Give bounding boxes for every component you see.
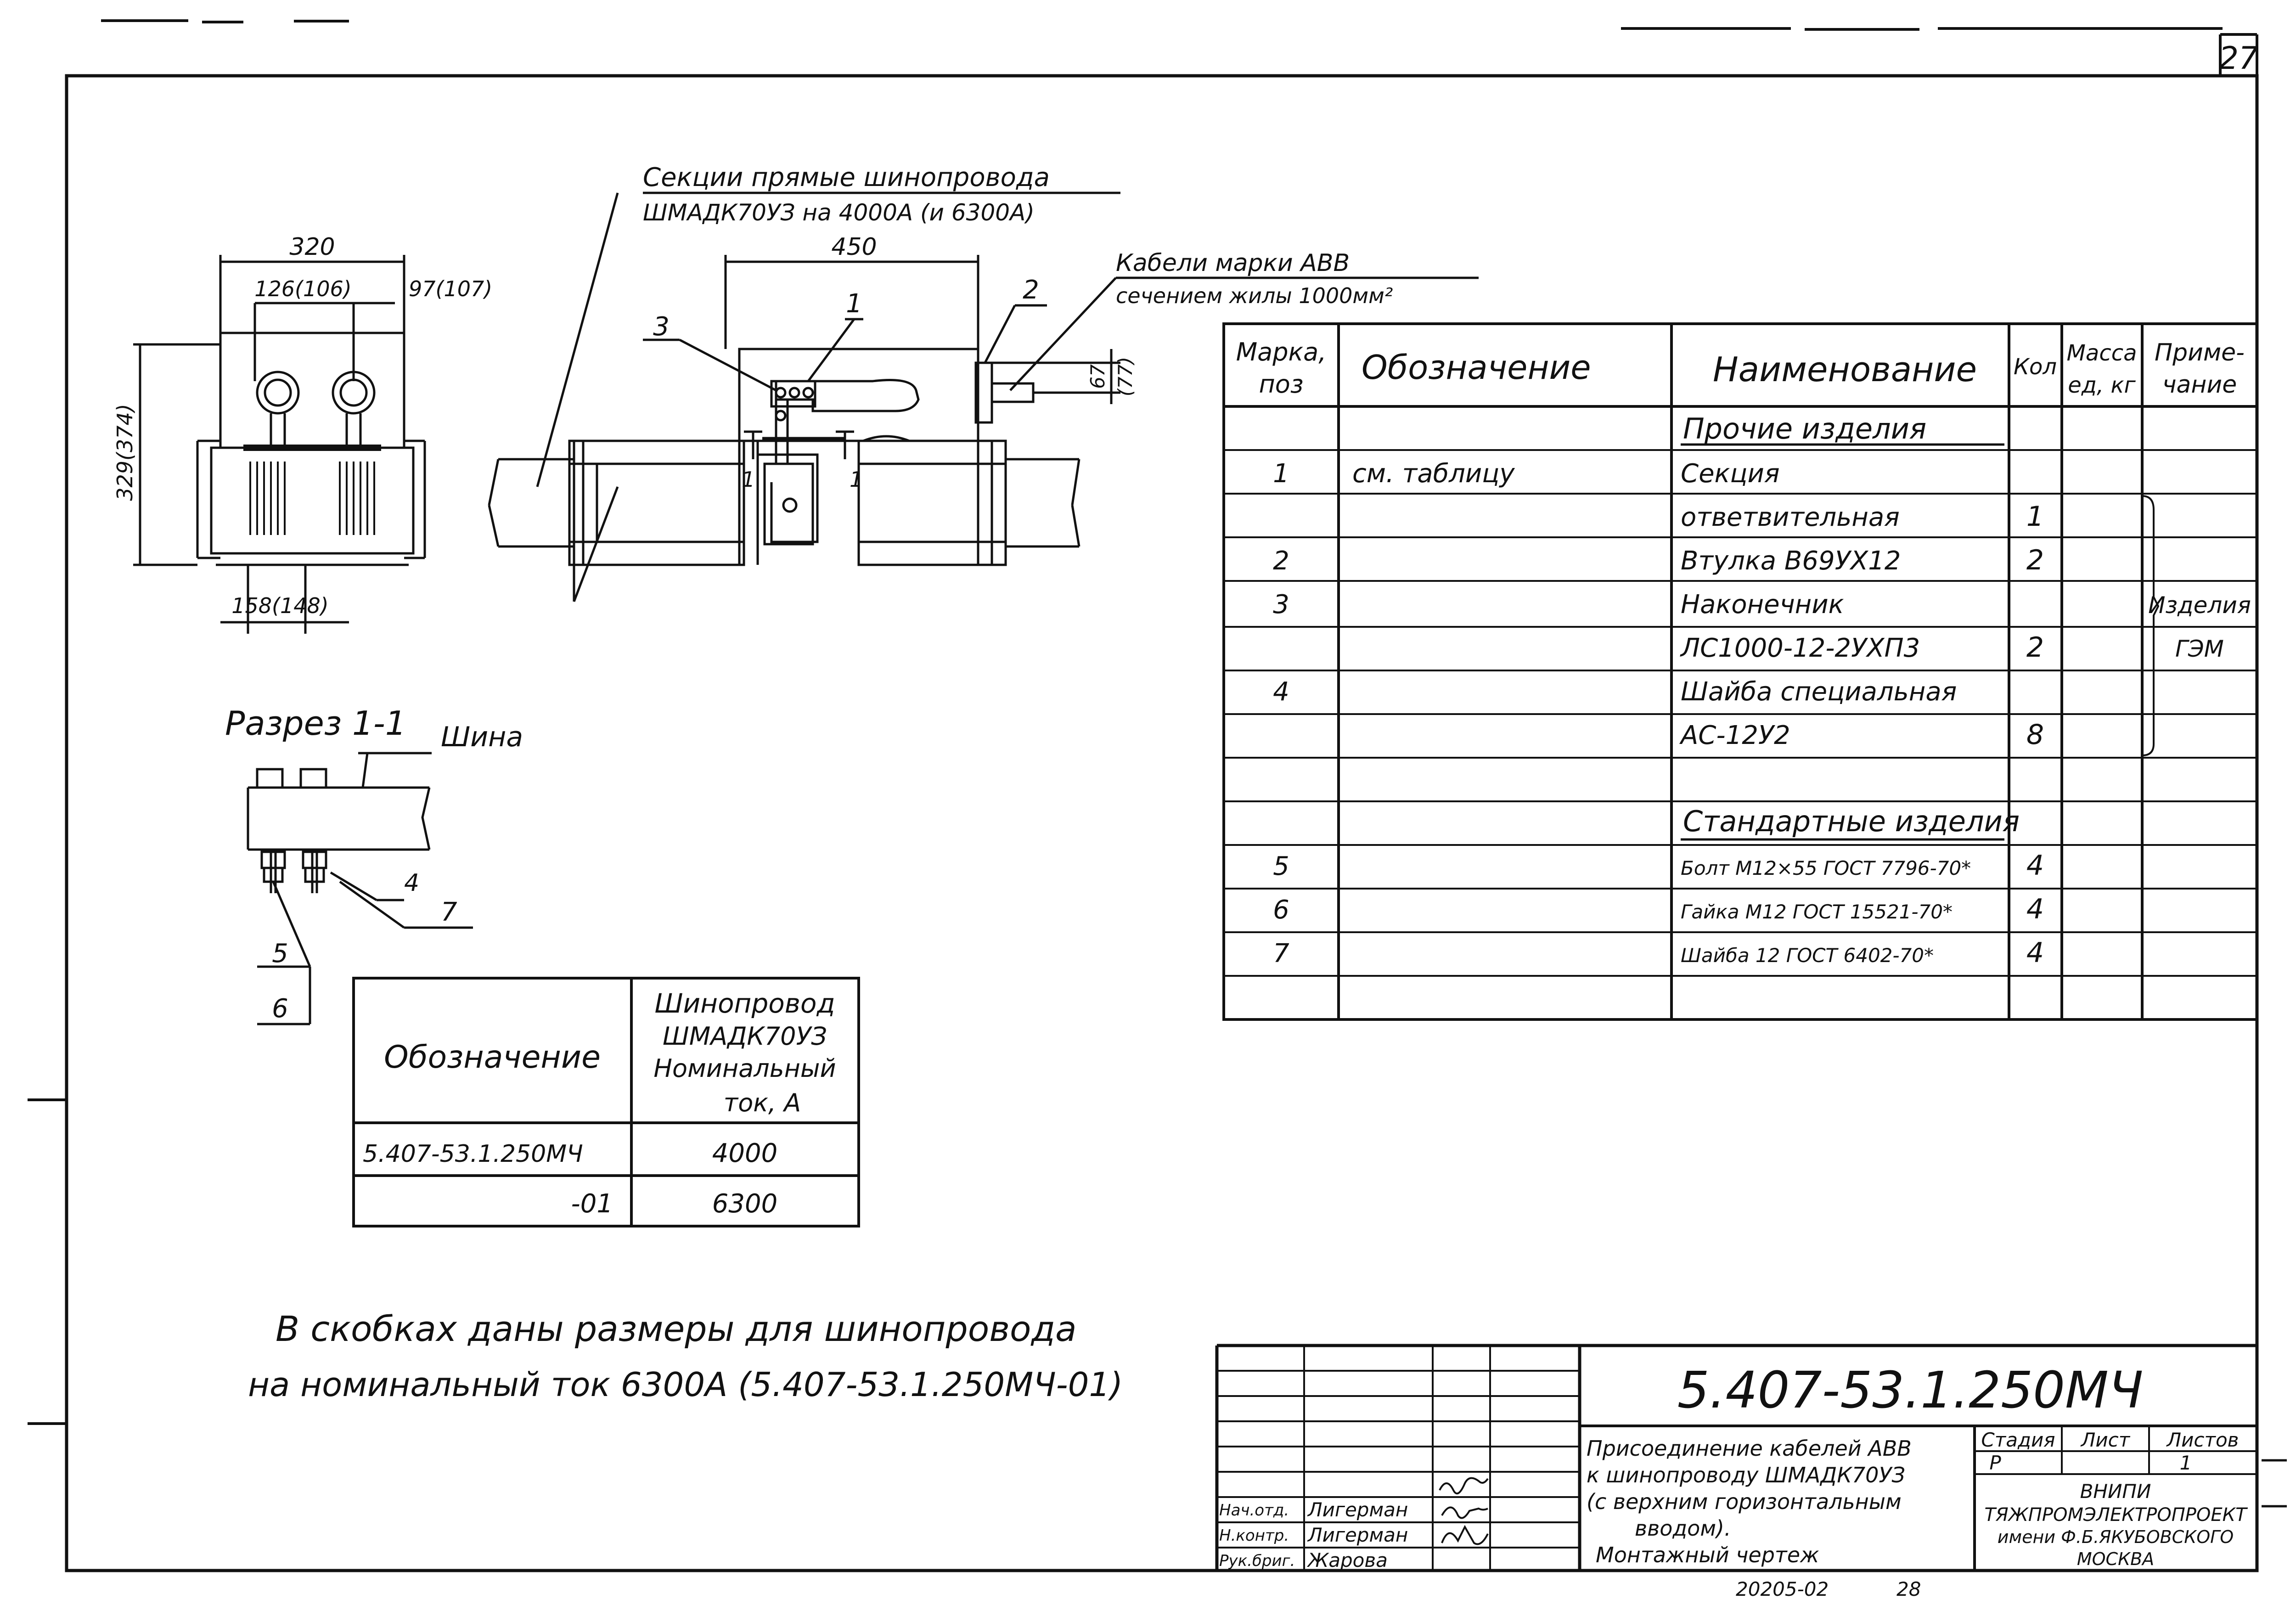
hdr-qty: Кол (2013, 354, 2057, 380)
bottom-page: 28 (1896, 1578, 1921, 1600)
page-number: 27 (2218, 40, 2259, 77)
note-line2: на номинальный ток 6300А (5.407-53.1.250МЧ-01) (248, 1365, 1123, 1404)
spec-pos: 1 (1273, 459, 1289, 489)
org-line: имени Ф.Б.ЯКУБОВСКОГО (1997, 1527, 2234, 1547)
spec-name: Втулка В69УХ12 (1681, 546, 1901, 576)
hdr-note-line1: Приме- (2155, 339, 2245, 366)
spec-name: Гайка М12 ГОСТ 15521-70* (1681, 901, 1953, 923)
spec-name: Шайба специальная (1681, 677, 1957, 707)
pos-1-callout: 1 (846, 289, 862, 319)
spec-pos: 4 (1273, 677, 1289, 707)
hdr-note-line2: чание (2162, 371, 2237, 399)
spec-name: Шайба 12 ГОСТ 6402-70* (1681, 944, 1934, 967)
spec-pos: 3 (1273, 590, 1289, 619)
dim-inner-right: 97(107) (409, 276, 493, 301)
spec-qty: 2 (2026, 631, 2044, 664)
signatures (1440, 1478, 1488, 1544)
hdr-mark-line1: Марка, (1236, 338, 1327, 366)
variants-row-current: 4000 (712, 1138, 778, 1168)
spec-qty: 4 (2026, 850, 2044, 882)
bottom-code: 20205-02 (1736, 1578, 1829, 1600)
label-bus: Шина (441, 721, 523, 753)
variants-header-designation: Обозначение (384, 1039, 601, 1075)
label-cables-line1: Кабели марки АВВ (1116, 249, 1350, 277)
section-title: Разрез 1-1 (225, 704, 406, 743)
spec-pos: 6 (1273, 895, 1289, 925)
pos-4-callout: 4 (404, 869, 420, 897)
spec-name: Стандартные изделия (1683, 805, 2020, 838)
spec-pos: 7 (1273, 939, 1289, 968)
spec-pos: 5 (1273, 851, 1289, 881)
variants-row-designation: 5.407-53.1.250МЧ (363, 1140, 583, 1168)
title-line: Монтажный чертеж (1596, 1543, 1819, 1567)
sheet-label: Лист (2081, 1429, 2130, 1451)
pos-7-callout: 7 (441, 897, 457, 927)
org-line: ВНИПИ (2080, 1480, 2151, 1503)
variants-row-current: 6300 (712, 1189, 778, 1219)
variants-header-line2: ШМАДК70УЗ (662, 1022, 827, 1051)
end-view (133, 255, 425, 634)
spec-note: ГЭМ (2175, 636, 2224, 662)
signer-role: Рук.бриг. (1219, 1552, 1295, 1570)
spec-pos: 2 (1273, 546, 1289, 576)
stage-label: Стадия (1981, 1429, 2055, 1451)
title-line: (с верхним горизонтальным (1587, 1489, 1902, 1514)
label-cables-line2: сечением жилы 1000мм² (1116, 283, 1393, 308)
signer-name: Лигерман (1308, 1524, 1408, 1546)
spec-name: АС-12У2 (1681, 721, 1790, 750)
sheets-value: 1 (2179, 1452, 2192, 1474)
variants-row-designation: -01 (571, 1189, 613, 1219)
variants-header-line4: ток, А (723, 1088, 801, 1117)
spec-table-rows (1273, 412, 2251, 969)
note-line1: В скобках даны размеры для шинопровода (276, 1308, 1077, 1349)
pos-2-callout: 2 (1023, 275, 1039, 305)
dim-height: 329(374) (113, 404, 137, 501)
signer-role: Н.контр. (1219, 1526, 1289, 1545)
signer-name: Лигерман (1308, 1498, 1408, 1521)
label-sections-line1: Секции прямые шинопровода (643, 163, 1050, 192)
signer-role: Нач.отд. (1219, 1501, 1289, 1520)
section-view (248, 753, 473, 1024)
variants-header-line1: Шинопровод (654, 988, 835, 1019)
spec-name: Болт М12×55 ГОСТ 7796-70* (1681, 857, 1971, 879)
spec-name: ответвительная (1681, 502, 1900, 532)
hdr-mark-line2: поз (1259, 370, 1304, 399)
spec-qty: 1 (2026, 501, 2044, 533)
spec-qty: 8 (2026, 719, 2044, 751)
title-line: к шинопроводу ШМАДК70УЗ (1587, 1463, 1905, 1487)
title-line: Присоединение кабелей АВВ (1587, 1436, 1912, 1461)
dim-bottom: 158(148) (231, 593, 329, 618)
hdr-name: Наименование (1713, 350, 1977, 389)
spec-qty: 4 (2026, 937, 2044, 969)
spec-name: ЛС1000-12-2УХП3 (1681, 633, 1920, 663)
org-line: ТЯЖПРОМЭЛЕКТРОПРОЕКТ (1984, 1504, 2247, 1526)
stage-value: Р (1989, 1452, 2001, 1474)
label-sections-line2: ШМАДК70УЗ на 4000А (и 6300А) (643, 199, 1035, 226)
hdr-designation: Обозначение (1362, 348, 1591, 387)
cut-mark-right: 1 (850, 467, 863, 492)
org-line: МОСКВА (2077, 1549, 2155, 1569)
dim-right: 67 (1086, 364, 1109, 389)
signer-name: Жарова (1308, 1549, 1388, 1571)
spec-name: Наконечник (1681, 590, 1844, 619)
dim-width: 320 (289, 233, 335, 261)
cut-mark-left: 1 (742, 467, 755, 492)
hdr-mass-line1: Масса (2066, 340, 2137, 366)
spec-qty: 4 (2026, 893, 2044, 925)
spec-table-header (1236, 338, 2245, 399)
spec-designation: см. таблицу (1352, 459, 1515, 489)
spec-qty: 2 (2026, 544, 2044, 576)
dim-inner-left: 126(106) (254, 276, 352, 301)
spec-note: Изделия (2148, 592, 2251, 619)
hdr-mass-line2: ед, кг (2068, 372, 2136, 398)
doc-number: 5.407-53.1.250МЧ (1677, 1361, 2144, 1419)
dim-length: 450 (831, 233, 877, 261)
title-line: вводом). (1635, 1516, 1731, 1541)
variants-header-line3: Номинальный (653, 1054, 836, 1083)
spec-name: Прочие изделия (1683, 412, 1927, 445)
pos-3-callout: 3 (653, 312, 670, 342)
spec-name: Секция (1681, 459, 1780, 489)
top-edge-marks (101, 21, 2223, 29)
sheets-label: Листов (2167, 1429, 2239, 1451)
dim-right-alt: (77) (1114, 356, 1137, 397)
pos-6-callout: 6 (272, 994, 288, 1024)
pos-5-callout: 5 (272, 939, 288, 968)
